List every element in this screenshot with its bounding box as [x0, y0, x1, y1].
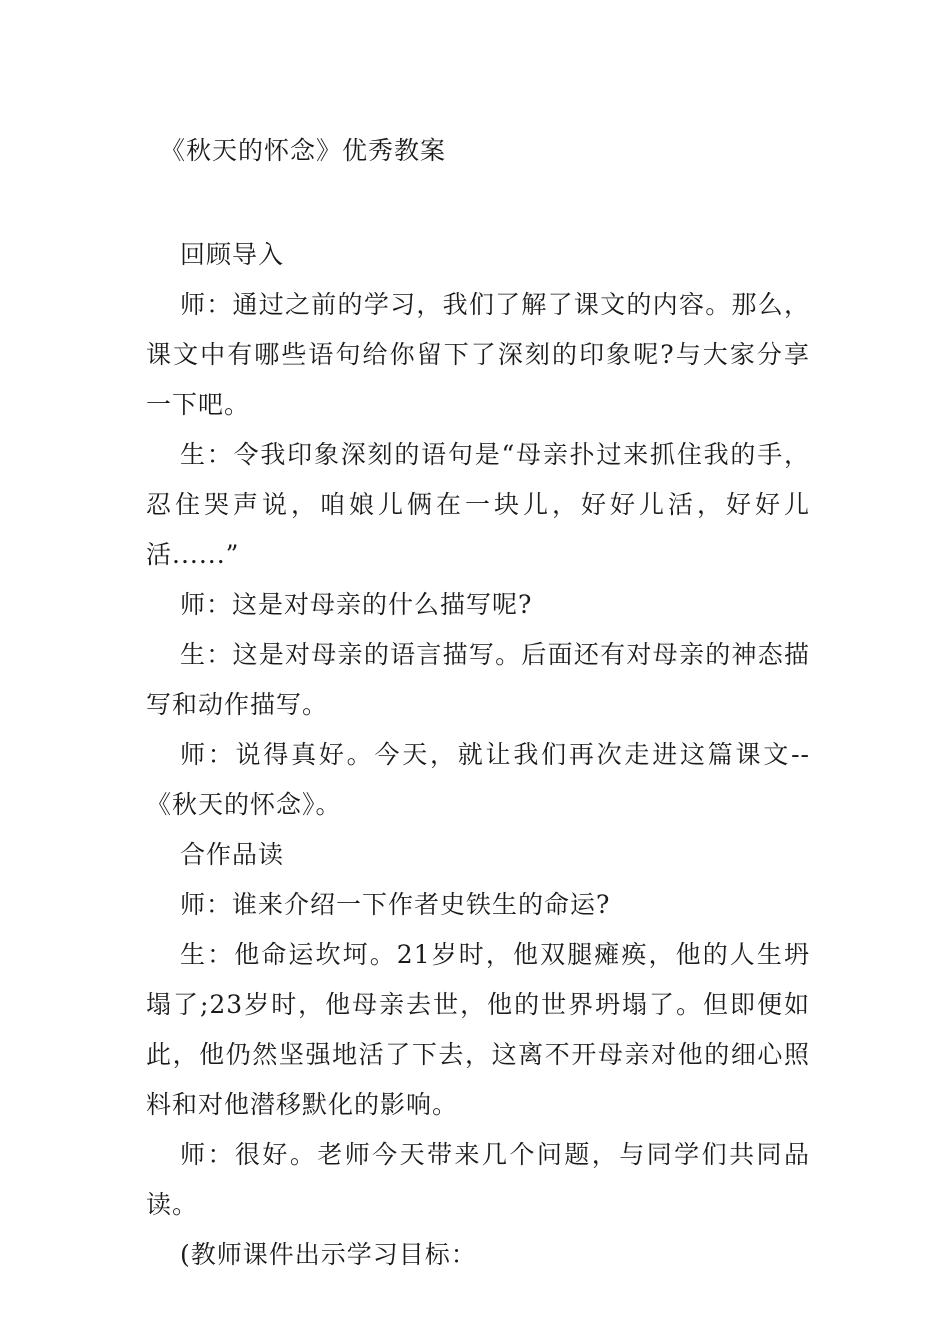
dialogue-paragraph: 师：这是对母亲的什么描写呢? [180, 590, 533, 619]
section-heading-review: 回顾导入 [180, 240, 285, 269]
section-heading-cooperative-reading: 合作品读 [180, 840, 285, 869]
dialogue-paragraph: 师：谁来介绍一下作者史铁生的命运? [180, 890, 611, 919]
dialogue-paragraph: 生：令我印象深刻的语句是“母亲扑过来抓住我的手，忍住哭声说，咱娘儿俩在一块儿，好好儿活，好好儿活......” [146, 440, 810, 569]
dialogue-paragraph: 生：他命运坎坷。21岁时，他双腿瘫痪，他的人生坍塌了;23岁时，他母亲去世，他的世界坍塌了。但即便如此，他仍然坚强地活了下去，这离不开母亲对他的细心照料和对他潜移默化的影响。 [146, 940, 810, 1119]
dialogue-paragraph: 师：说得真好。今天，就让我们再次走进这篇课文--《秋天的怀念》。 [146, 740, 810, 819]
document-body [146, 230, 810, 1280]
dialogue-paragraph: 生：这是对母亲的语言描写。后面还有对母亲的神态描写和动作描写。 [146, 640, 810, 719]
dialogue-paragraph: 师：很好。老师今天带来几个问题，与同学们共同品读。 [146, 1140, 810, 1219]
dialogue-paragraph: 师：通过之前的学习，我们了解了课文的内容。那么，课文中有哪些语句给你留下了深刻的印象呢?与大家分享一下吧。 [146, 290, 810, 419]
document-title: 《秋天的怀念》优秀教案 [160, 136, 447, 165]
dialogue-paragraph: (教师课件出示学习目标： [180, 1240, 477, 1269]
